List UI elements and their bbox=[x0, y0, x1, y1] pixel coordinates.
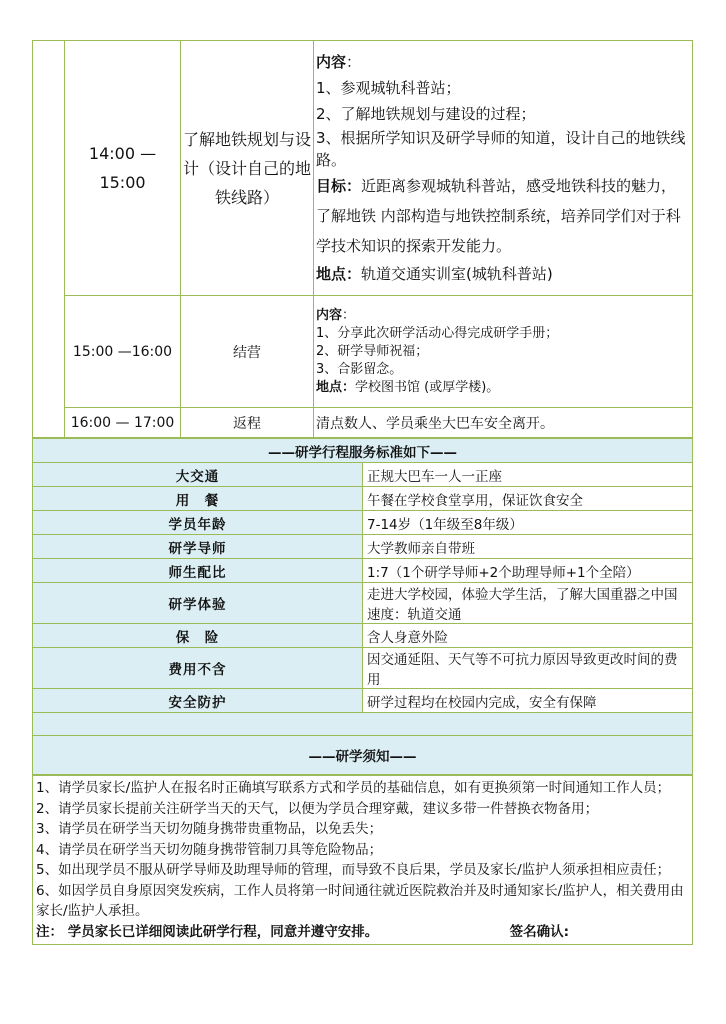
standard-value: 因交通延阻、天气等不可抗力原因导致更改时间的费用 bbox=[363, 648, 693, 689]
schedule-topic: 返程 bbox=[181, 408, 314, 438]
schedule-time: 16:00 — 17:00 bbox=[65, 408, 181, 438]
standard-row bbox=[33, 559, 693, 583]
standard-label: 师生配比 bbox=[33, 559, 363, 583]
notice-item: 2、请学员家长提前关注研学当天的天气，以便为学员合理穿戴，建议多带一件替换衣物备用； bbox=[36, 800, 599, 817]
standard-row bbox=[33, 511, 693, 535]
place-label: 地点： bbox=[316, 379, 356, 395]
standard-value: 7-14岁（1年级至8年级） bbox=[363, 511, 693, 535]
place-text: 学校图书馆 (或厚学楼)。 bbox=[355, 379, 500, 395]
schedule-time: 15:00 —16:00 bbox=[65, 296, 181, 408]
place-label: 地点： bbox=[316, 265, 362, 283]
agreement-text: 注： 学员家长已详细阅读此研学行程，同意并遵守安排。 bbox=[36, 923, 379, 940]
notice-item: 4、请学员在研学当天切勿随身携带管制刀具等危险物品； bbox=[36, 841, 383, 858]
schedule-description: 清点数人、学员乘坐大巴车安全离开。 bbox=[314, 408, 693, 438]
standard-row bbox=[33, 689, 693, 713]
content-item: 1、参观城轨科普站； bbox=[316, 79, 461, 97]
notice-item: 6、如因学员自身原因突发疾病，工作人员将第一时间通往就近医院救治并及时通知家长/监护人，相关费用由家长/监护人承担。 bbox=[36, 882, 684, 919]
standard-row bbox=[33, 583, 693, 624]
itinerary-document bbox=[32, 40, 693, 945]
standard-value: 大学教师亲自带班 bbox=[363, 535, 693, 559]
content-label: 内容 bbox=[316, 307, 343, 323]
standard-value: 1:7（1个研学导师+2个助理导师+1个全陪） bbox=[363, 559, 693, 583]
standard-value: 含人身意外险 bbox=[363, 624, 693, 648]
notice-item: 3、请学员在研学当天切勿随身携带贵重物品，以免丢失； bbox=[36, 821, 383, 837]
standard-row bbox=[33, 463, 693, 487]
standard-value: 正规大巴车一人一正座 bbox=[363, 463, 693, 487]
standard-label: 研学体验 bbox=[33, 583, 363, 624]
schedule-table bbox=[32, 40, 693, 438]
content-item: 3、根据所学知识及研学导师的知道，设计自己的地铁线路。 bbox=[316, 129, 686, 169]
standard-label: 大交通 bbox=[33, 463, 363, 487]
standard-row bbox=[33, 535, 693, 559]
standard-label: 研学导师 bbox=[33, 535, 363, 559]
standard-row bbox=[33, 648, 693, 689]
standard-label: 保 险 bbox=[33, 624, 363, 648]
blank-column-cell bbox=[33, 41, 65, 438]
standard-label: 学员年龄 bbox=[33, 511, 363, 535]
standard-value: 走进大学校园，体验大学生活，了解大国重器之中国速度：轨道交通 bbox=[363, 583, 693, 624]
notice-item: 5、如出现学员不服从研学导师及助理导师的管理，而导致不良后果，学员及家长/监护人须承担相应责任； bbox=[36, 862, 671, 878]
agreement-note bbox=[36, 922, 689, 943]
goal-text: 近距离参观城轨科普站，感受地铁科技的魅力， 了解地铁 内部构造与地铁控制系统，培养同学们对于科学技术知识的探索开发能力。 bbox=[316, 177, 681, 255]
service-standards-table bbox=[32, 438, 693, 775]
content-item: 2、了解地铁规划与建设的过程； bbox=[316, 105, 536, 123]
standard-label: 用 餐 bbox=[33, 487, 363, 511]
schedule-row bbox=[33, 41, 693, 296]
standard-label: 费用不含 bbox=[33, 648, 363, 689]
section-title: ——研学行程服务标准如下—— bbox=[33, 439, 693, 463]
notice-table bbox=[32, 775, 693, 945]
notice-item: 1、请学员家长/监护人在报名时正确填写联系方式和学员的基础信息，如有更换须第一时间通知工作人员； bbox=[36, 780, 671, 796]
schedule-row bbox=[33, 296, 693, 408]
notice-body bbox=[33, 776, 693, 945]
standard-label: 安全防护 bbox=[33, 689, 363, 713]
schedule-description: 内容： 1、分享此次研学活动心得完成研学手册； 2、研学导师祝福； 3、合影留念。 地点：学校图书馆 (或厚学楼)。 bbox=[314, 296, 693, 408]
goal-label: 目标： bbox=[316, 177, 362, 195]
content-item: 1、分享此次研学活动心得完成研学手册； bbox=[316, 325, 559, 341]
schedule-time: 14:00 — 15:00 bbox=[65, 41, 181, 296]
content-label: 内容 bbox=[316, 53, 347, 71]
standard-row bbox=[33, 487, 693, 511]
place-text: 轨道交通实训室(城轨科普站) bbox=[361, 265, 553, 283]
content-item: 3、合影留念。 bbox=[316, 361, 403, 377]
schedule-description: 内容： 1、参观城轨科普站； 2、了解地铁规划与建设的过程； 3、根据所学知识及研学导师的知道，设计自己的地铁线路。 目标：近距离参观城轨科普站，感受地铁科技的魅力， 了解地铁 内部构造与地铁控制系统，培养同学们对于科学技术知识的探索开发能力。 地点：轨道交通实训室(城轨科普站) bbox=[314, 41, 693, 296]
signature-label: 签名确认: bbox=[509, 923, 569, 940]
schedule-topic: 结营 bbox=[181, 296, 314, 408]
section-title: ——研学须知—— bbox=[33, 736, 693, 775]
schedule-row bbox=[33, 408, 693, 438]
standard-value: 研学过程均在校园内完成，安全有保障 bbox=[363, 689, 693, 713]
standard-value: 午餐在学校食堂享用，保证饮食安全 bbox=[363, 487, 693, 511]
schedule-topic: 了解地铁规划与设计（设计自己的地铁线路） bbox=[181, 41, 314, 296]
standard-row bbox=[33, 624, 693, 648]
content-item: 2、研学导师祝福； bbox=[316, 343, 429, 359]
